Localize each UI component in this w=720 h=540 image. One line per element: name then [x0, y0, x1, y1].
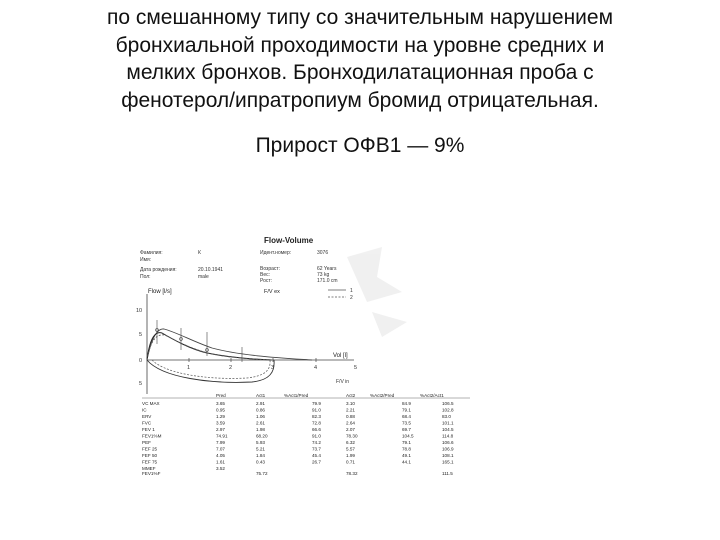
row-label: MMEF — [142, 466, 156, 471]
table-cell: 2.61 — [256, 420, 265, 426]
row-label: FEV1%M — [142, 433, 162, 439]
paragraph-line: бронхиальной проходимости на уровне средних и — [115, 33, 605, 57]
table-cell: 5.57 — [346, 446, 355, 452]
table-cell: 66.6 — [312, 427, 321, 432]
table-cell: 1.99 — [346, 453, 355, 458]
x-tick-label: 3 — [271, 365, 275, 371]
table-cell: 3.59 — [216, 420, 225, 426]
slide-paragraph — [40, 4, 680, 114]
table-cell: 44.1 — [402, 459, 411, 465]
table-cell: 73.5 — [402, 420, 411, 426]
y-tick-label: 10 — [136, 308, 143, 314]
table-cell: 79.1 — [402, 407, 411, 413]
x-tick-label: 4 — [314, 365, 318, 371]
table-cell: 73.7 — [312, 446, 321, 452]
spirometry-report-figure — [132, 232, 477, 475]
table-cell: 4.05 — [216, 453, 225, 458]
table-cell: 1.06 — [256, 414, 265, 419]
table-cell: 0.71 — [346, 459, 355, 465]
table-cell: 26.7 — [312, 459, 321, 465]
table-cell: 0.86 — [256, 407, 265, 413]
y-axis-label: Flow [l/s] — [148, 289, 172, 295]
table-cell: 5.93 — [256, 440, 265, 445]
table-cell: 0.43 — [256, 459, 265, 465]
table-cell: 1.98 — [256, 427, 265, 432]
table-cell: 106.5 — [442, 401, 454, 406]
legend-label-2: 2 — [350, 295, 353, 301]
table-cell: 78.8 — [402, 446, 411, 452]
table-cell: 68.4 — [402, 414, 411, 419]
table-header: Pred — [216, 393, 226, 398]
x-tick-label: 5 — [354, 365, 358, 371]
age-label: Возраст: — [260, 266, 281, 272]
weight-value: 73 kg — [317, 272, 330, 278]
table-cell: 111.5 — [442, 471, 453, 475]
table-cell: 2.64 — [346, 420, 355, 426]
table-cell: 74.2 — [312, 440, 321, 445]
dob-value: 20.10.1941 — [198, 267, 224, 273]
table-cell: 3.65 — [216, 401, 225, 406]
table-header: %Act2/Act1 — [420, 393, 444, 398]
table-cell: 165.1 — [442, 459, 454, 465]
table-cell: 2.91 — [256, 401, 265, 406]
table-cell: 106.6 — [442, 440, 454, 445]
dob-label: Дата рождения: — [140, 267, 177, 273]
table-cell: 3.52 — [216, 466, 225, 471]
table-cell: 72.8 — [312, 420, 321, 426]
id-label: Идент.номер: — [260, 250, 292, 256]
table-cell: 1.29 — [216, 414, 225, 419]
row-label: FEV 1 — [142, 427, 155, 432]
table-cell: 49.1 — [402, 453, 411, 458]
x-tick-label: 1 — [187, 365, 191, 371]
row-label: FEF 25 — [142, 446, 158, 452]
table-cell: 2.07 — [346, 427, 355, 432]
table-cell: 1.61 — [216, 459, 225, 465]
table-cell: 3.10 — [346, 401, 355, 406]
table-cell: 0.95 — [216, 407, 225, 413]
table-header: Act1 — [256, 393, 266, 398]
table-cell: 82.3 — [312, 414, 321, 419]
table-header: %Act2/Pred — [370, 393, 395, 398]
table-cell: 104.5 — [442, 427, 454, 432]
height-label: Рост: — [260, 278, 273, 284]
table-cell: 79.9 — [312, 401, 321, 406]
age-value: 62 Years — [317, 266, 337, 272]
table-cell: 101.1 — [442, 420, 454, 426]
name-label: Имя: — [140, 257, 152, 263]
sex-label: Пол: — [140, 274, 151, 280]
table-cell: 78.30 — [346, 433, 358, 439]
table-cell: 2.97 — [216, 427, 225, 432]
weight-label: Вес: — [260, 272, 271, 278]
row-label: FEF 50 — [142, 453, 158, 458]
table-cell: 69.7 — [402, 427, 411, 432]
table-cell: 104.5 — [402, 433, 414, 439]
row-label: FEF 75 — [142, 459, 158, 465]
table-header: Act2 — [346, 393, 356, 398]
fev1-gain-text: Прирост ОФВ1 — 9% — [255, 134, 465, 157]
table-cell: 75.72 — [256, 471, 268, 475]
table-cell: 6.32 — [346, 440, 355, 445]
table-cell: 7.07 — [216, 446, 225, 452]
report-title: Flow-Volume — [264, 236, 314, 245]
height-value: 171.0 cm — [317, 278, 338, 284]
legend-label-1: 1 — [350, 288, 353, 294]
table-cell: 7.99 — [216, 440, 225, 445]
table-cell: 0.88 — [346, 414, 355, 419]
sex-value: male — [198, 274, 209, 280]
table-cell: 83.0 — [442, 414, 451, 419]
row-label: ERV — [142, 414, 152, 419]
spirometry-report-scan — [132, 232, 477, 475]
table-cell: 114.8 — [442, 433, 454, 439]
surname-label: Фамилия: — [140, 250, 163, 256]
paragraph-line: мелких бронхов. Бронходилатационная проба с — [126, 61, 594, 84]
table-cell: 1.84 — [256, 453, 265, 458]
x-axis-label: Vol [l] — [333, 353, 348, 359]
row-label: IC — [142, 407, 147, 413]
legend-title: F/V ex — [264, 289, 280, 295]
y-tick-label: 0 — [139, 358, 143, 364]
table-cell: 91.0 — [312, 407, 321, 413]
id-value: 3076 — [317, 250, 329, 256]
surname-value: К — [198, 250, 201, 256]
table-cell: 106.9 — [442, 446, 454, 452]
table-cell: 78.32 — [346, 471, 358, 475]
table-cell: 68.20 — [256, 433, 268, 439]
table-cell: 45.4 — [312, 453, 321, 458]
table-cell: 84.9 — [402, 401, 411, 406]
table-header: %Act1/Pred — [284, 393, 309, 398]
table-cell: 2.21 — [346, 407, 355, 413]
sub-axis-label: F/V in — [336, 379, 350, 385]
paragraph-line: фенотерол/ипратропиум бромид отрицательная. — [121, 88, 599, 112]
row-label: VC MAX — [142, 401, 160, 406]
table-cell: 5.21 — [256, 446, 265, 452]
paragraph-line: по смешанному типу со значительным нарушением — [106, 6, 614, 29]
table-cell: 74.91 — [216, 433, 228, 439]
x-tick-label: 2 — [229, 365, 233, 371]
table-cell: 102.8 — [442, 407, 454, 413]
row-label: FEV1%F — [142, 471, 161, 475]
y-tick-label: 5 — [139, 381, 143, 387]
table-cell: 108.1 — [442, 453, 454, 458]
table-cell: 79.1 — [402, 440, 411, 445]
y-tick-label: 5 — [139, 332, 143, 338]
row-label: PEF — [142, 440, 151, 445]
table-cell: 91.0 — [312, 433, 321, 439]
row-label: FVC — [142, 420, 152, 426]
